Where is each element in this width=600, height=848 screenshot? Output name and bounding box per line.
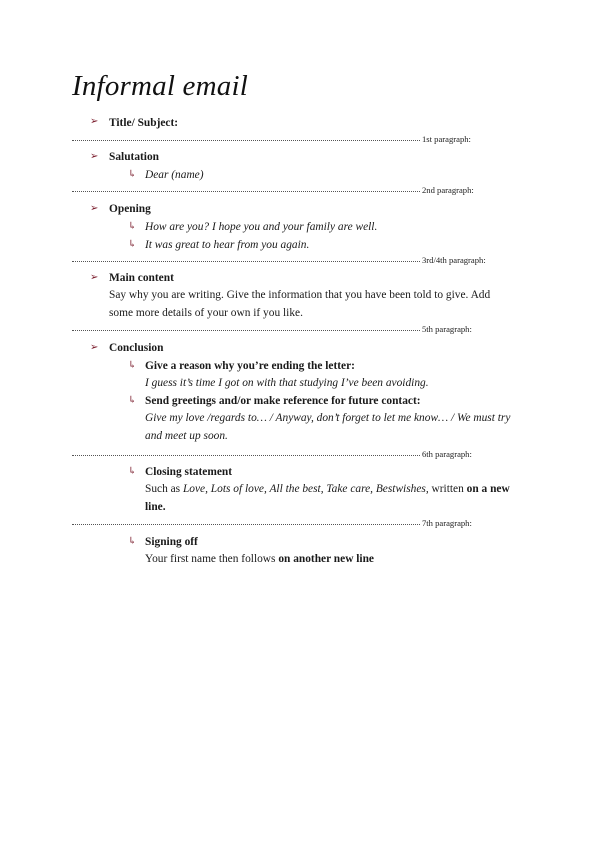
separator-label: 5th paragraph: [422,324,472,334]
closing-heading: Closing statement [145,466,233,478]
main-content-heading: Main content [109,272,174,284]
conclusion-heading: Conclusion [109,342,164,354]
separator-label: 7th paragraph: [422,518,472,528]
salutation-heading: Salutation [109,151,160,163]
separator-line [72,524,420,525]
opening-example-1: How are you? I hope you and your family are well. [145,221,378,233]
sub-arrow-icon: ↳ [128,169,137,180]
sub-arrow-icon: ↳ [128,395,137,406]
bullet-arrow-icon: ➢ [90,342,99,353]
sub-arrow-icon: ↳ [128,221,137,232]
separator-line [72,191,420,192]
main-content-text: Say why you are writing. Give the information that you have been told to give. Add some more details of your own if you like. [109,289,491,319]
separator-label: 6th paragraph: [422,449,472,459]
sub-arrow-icon: ↳ [128,239,137,250]
signing-off-heading: Signing off [145,536,198,548]
bullet-arrow-icon: ➢ [90,272,99,283]
sub-arrow-icon: ↳ [128,536,137,547]
separator-label: 2nd paragraph: [422,185,474,195]
closing-examples: Love, Lots of love, All the best, Take care, Bestwishes, [182,483,429,495]
sub-arrow-icon: ↳ [128,360,137,371]
separator-line [72,455,420,456]
closing-emphasis: on a new line. [145,483,510,513]
subject-label: Title/ Subject: [109,117,179,129]
signing-off-emphasis: on another new line [278,553,374,565]
separator-line [72,261,420,262]
conclusion-reason-heading: Give a reason why you’re ending the letter: [145,360,355,372]
signing-off-text [145,551,374,567]
bullet-arrow-icon: ➢ [90,203,99,214]
separator-line [72,140,420,141]
closing-middle: written [428,483,467,495]
separator-line [72,330,420,331]
sub-arrow-icon: ↳ [128,466,137,477]
opening-heading: Opening [109,203,151,215]
bullet-arrow-icon: ➢ [90,116,99,127]
closing-prefix: Such as [145,483,183,495]
salutation-example: Dear (name) [145,169,204,181]
conclusion-reason-example: I guess it’s time I got on with that studying I’ve been avoiding. [145,377,429,389]
page-title: Informal email [72,70,248,102]
opening-example-2: It was great to hear from you again. [145,239,310,251]
separator-label: 3rd/4th paragraph: [422,255,486,265]
bullet-arrow-icon: ➢ [90,151,99,162]
conclusion-greetings-example: Give my love /regards to… / Anyway, don’t forget to let me know… / We must try and meet up soon. [145,412,511,442]
signing-off-prefix: Your first name then follows [145,553,279,565]
closing-text [145,481,525,516]
conclusion-greetings-heading: Send greetings and/or make reference for future contact: [145,395,421,407]
separator-label: 1st paragraph: [422,134,471,144]
